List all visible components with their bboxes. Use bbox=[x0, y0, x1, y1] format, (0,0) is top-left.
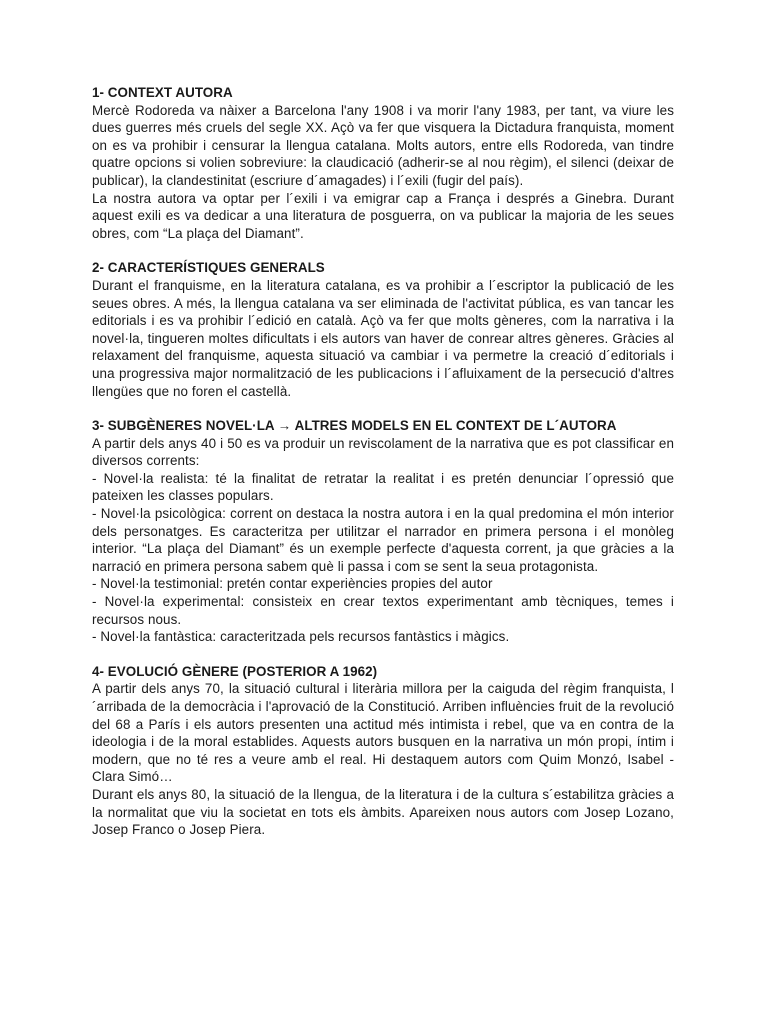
list-item: - Novel·la testimonial: pretén contar experiències propies del autor bbox=[92, 576, 493, 592]
paragraph: A partir dels anys 40 i 50 es va produir un reviscolament de la narrativa que es pot classificar en diversos corrents: bbox=[92, 435, 674, 469]
paragraph: A partir dels anys 70, la situació cultural i literària millora per la caiguda del règim franquista, l´arribada de la democràcia i l'aprovació de la Constitució. Arriben influències fruit de la revolució del 68 a París i els autors presenten una actitud més intimista i rebel, que va en contra de la ideologia i de la moral establides. Aquests autors busquen en la narrativa un món propi, íntim i modern, que no té res a veure amb el real. Hi destaquem autors com Quim Monzó, Isabel - Clara Simó… bbox=[92, 681, 674, 785]
document-page bbox=[92, 84, 674, 856]
section-heading: 4- EVOLUCIÓ GÈNERE (POSTERIOR A 1962) bbox=[92, 663, 378, 679]
list-item: - Novel·la fantàstica: caracteritzada pels recursos fantàstics i màgics. bbox=[92, 629, 510, 645]
list-item: - Novel·la psicològica: corrent on destaca la nostra autora i en la qual predomina el món interior dels personatges. Es caracteritza per utilitzar el narrador en primera persona i el monòleg interior. “La plaça del Diamant” és un exemple perfecte d'aquesta corrent, ja que gràcies a la narració en primera persona sabem què li passa i com se sent la seua protagonista. bbox=[92, 506, 674, 574]
paragraph: Durant el franquisme, en la literatura catalana, es va prohibir a l´escriptor la publicació de les seues obres. A més, la llengua catalana va ser eliminada de l'activitat pública, es van tancar les editorials i es va prohibir l´edició en català. Açò va fer que molts gèneres, com la narrativa i la novel·la, tingueren moltes dificultats i els autors van haver de conrear altres gèneres. Gràcies al relaxament del franquisme, aquesta situació va cambiar i va permetre la creació d´editorials i una progressiva major normalització de les publicacions i l´afluixament de la persecució d'altres llengües que no foren el castellà. bbox=[92, 277, 674, 399]
list-item: - Novel·la realista: té la finalitat de retratar la realitat i es pretén denunciar l´opressió que pateixen les classes populars. bbox=[92, 470, 674, 504]
section-heading: 2- CARACTERÍSTIQUES GENERALS bbox=[92, 260, 325, 276]
section-caracteristiques-generals bbox=[92, 259, 674, 400]
list-item: - Novel·la experimental: consisteix en crear textos experimentant amb tècniques, temes i recursos nous. bbox=[92, 594, 674, 627]
section-subgeneres-novella bbox=[92, 417, 674, 646]
section-context-autora bbox=[92, 84, 674, 242]
paragraph: Mercè Rodoreda va nàixer a Barcelona l'any 1908 i va morir l'any 1983, per tant, va viure les dues guerres més cruels del segle XX. Açò va fer que visquera la Dictadura franquista, moment on es va prohibir i censurar la llengua catalana. Molts autors, entre ells Rodoreda, van tindre quatre opcions si volien sobreviure: la claudicació (adherir-se al nou règim), el silenci (deixar de publicar), la clandestinitat (escriure d´amagades) i l´exili (fugir del país). bbox=[92, 102, 674, 188]
section-heading: 3- SUBGÈNERES NOVEL·LA → ALTRES MODELS EN EL CONTEXT DE L´AUTORA bbox=[92, 418, 617, 434]
paragraph: Durant els anys 80, la situació de la llengua, de la literatura i de la cultura s´estabilitza gràcies a la normalitat que viu la societat en tots els àmbits. Apareixen nous autors com Josep Lozano, Josep Franco o Josep Piera. bbox=[92, 786, 674, 838]
paragraph: La nostra autora va optar per l´exili i va emigrar cap a França i després a Ginebra. Durant aquest exili es va dedicar a una literatura de posguerra, on va publicar la majoria de les seues obres, com “La plaça del Diamant”. bbox=[92, 190, 674, 241]
section-evolucio-genere bbox=[92, 663, 674, 839]
section-heading: 1- CONTEXT AUTORA bbox=[92, 85, 233, 100]
